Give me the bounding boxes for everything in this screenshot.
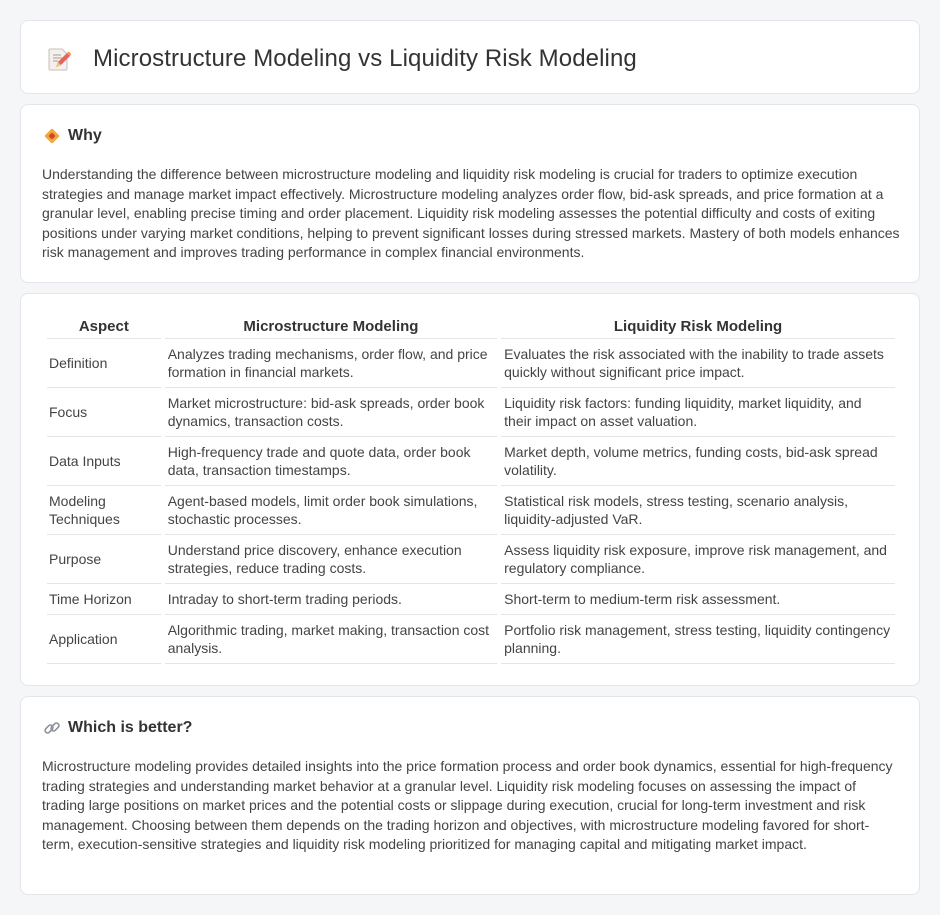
- microstructure-cell: Understand price discovery, enhance execution strategies, reduce trading costs.: [165, 535, 497, 584]
- aspect-cell: Data Inputs: [47, 437, 161, 486]
- page-title: Microstructure Modeling vs Liquidity Risk Modeling: [93, 45, 637, 72]
- microstructure-cell: High-frequency trade and quote data, order book data, transaction timestamps.: [165, 437, 497, 486]
- liquidity-cell: Portfolio risk management, stress testing, liquidity contingency planning.: [501, 615, 895, 664]
- table-header-row: [47, 314, 895, 339]
- microstructure-cell: Market microstructure: bid-ask spreads, order book dynamics, transaction costs.: [165, 388, 497, 437]
- better-title: Which is better?: [68, 719, 193, 736]
- why-text: Understanding the difference between microstructure modeling and liquidity risk modeling is crucial for traders to optimize execution strategies and manage market impact effectively. Microstructure modeling analyzes order flow, bid-ask spreads, and price formation at a granular level, enabling precise timing and order placement. Liquidity risk modeling assesses the potential difficulty and costs of exiting positions under varying market conditions, helping to prevent significant losses during stressed markets. Mastery of both models enhances risk management and improves trading performance in complex financial environments.: [42, 166, 900, 261]
- better-section: [20, 696, 920, 895]
- aspect-cell: Application: [47, 615, 161, 664]
- liquidity-cell: Liquidity risk factors: funding liquidity, market liquidity, and their impact on asset valuation.: [501, 388, 895, 437]
- liquidity-cell: Short-term to medium-term risk assessment.: [501, 584, 895, 615]
- table-row: [47, 584, 895, 615]
- aspect-cell: Definition: [47, 339, 161, 388]
- aspect-cell: Focus: [47, 388, 161, 437]
- document-edit-icon: [47, 46, 71, 72]
- table-row: [47, 615, 895, 664]
- microstructure-cell: Agent-based models, limit order book simulations, stochastic processes.: [165, 486, 497, 535]
- better-text: Microstructure modeling provides detailed insights into the price formation process and order book dynamics, essential for high-frequency trading strategies and understanding market behavior at a granular level. Liquidity risk modeling focuses on assessing the impact of trading large positions on market prices and the potential costs or slippage during execution, crucial for long-term investment and risk management. Choosing between them depends on the trading horizon and objectives, with microstructure modeling favored for short-term, execution-sensitive strategies and liquidity risk modeling prioritized for managing capital and mitigating market impact.: [42, 758, 893, 853]
- aspect-cell: Modeling Techniques: [47, 486, 161, 535]
- table-row: [47, 437, 895, 486]
- header-liquidity: Liquidity Risk Modeling: [501, 314, 895, 339]
- better-heading: [43, 719, 192, 737]
- table-row: [47, 486, 895, 535]
- header-microstructure: Microstructure Modeling: [165, 314, 497, 339]
- aspect-cell: Purpose: [47, 535, 161, 584]
- microstructure-cell: Analyzes trading mechanisms, order flow, and price formation in financial markets.: [165, 339, 497, 388]
- title-row: [47, 45, 637, 73]
- liquidity-cell: Assess liquidity risk exposure, improve risk management, and regulatory compliance.: [501, 535, 895, 584]
- why-heading: [43, 127, 102, 145]
- table-row: [47, 388, 895, 437]
- why-title: Why: [68, 127, 102, 144]
- table-row: [47, 339, 895, 388]
- microstructure-cell: Algorithmic trading, market making, transaction cost analysis.: [165, 615, 497, 664]
- liquidity-cell: Evaluates the risk associated with the inability to trade assets quickly without significant price impact.: [501, 339, 895, 388]
- why-section: [20, 104, 920, 283]
- microstructure-cell: Intraday to short-term trading periods.: [165, 584, 497, 615]
- liquidity-cell: Statistical risk models, stress testing, scenario analysis, liquidity-adjusted VaR.: [501, 486, 895, 535]
- table-row: [47, 535, 895, 584]
- liquidity-cell: Market depth, volume metrics, funding costs, bid-ask spread volatility.: [501, 437, 895, 486]
- header-card: [20, 20, 920, 94]
- aspect-cell: Time Horizon: [47, 584, 161, 615]
- header-aspect: Aspect: [47, 314, 161, 339]
- link-icon: [43, 719, 61, 737]
- comparison-table: [43, 314, 899, 664]
- diamond-icon: [43, 127, 61, 145]
- comparison-table-card: [20, 293, 920, 686]
